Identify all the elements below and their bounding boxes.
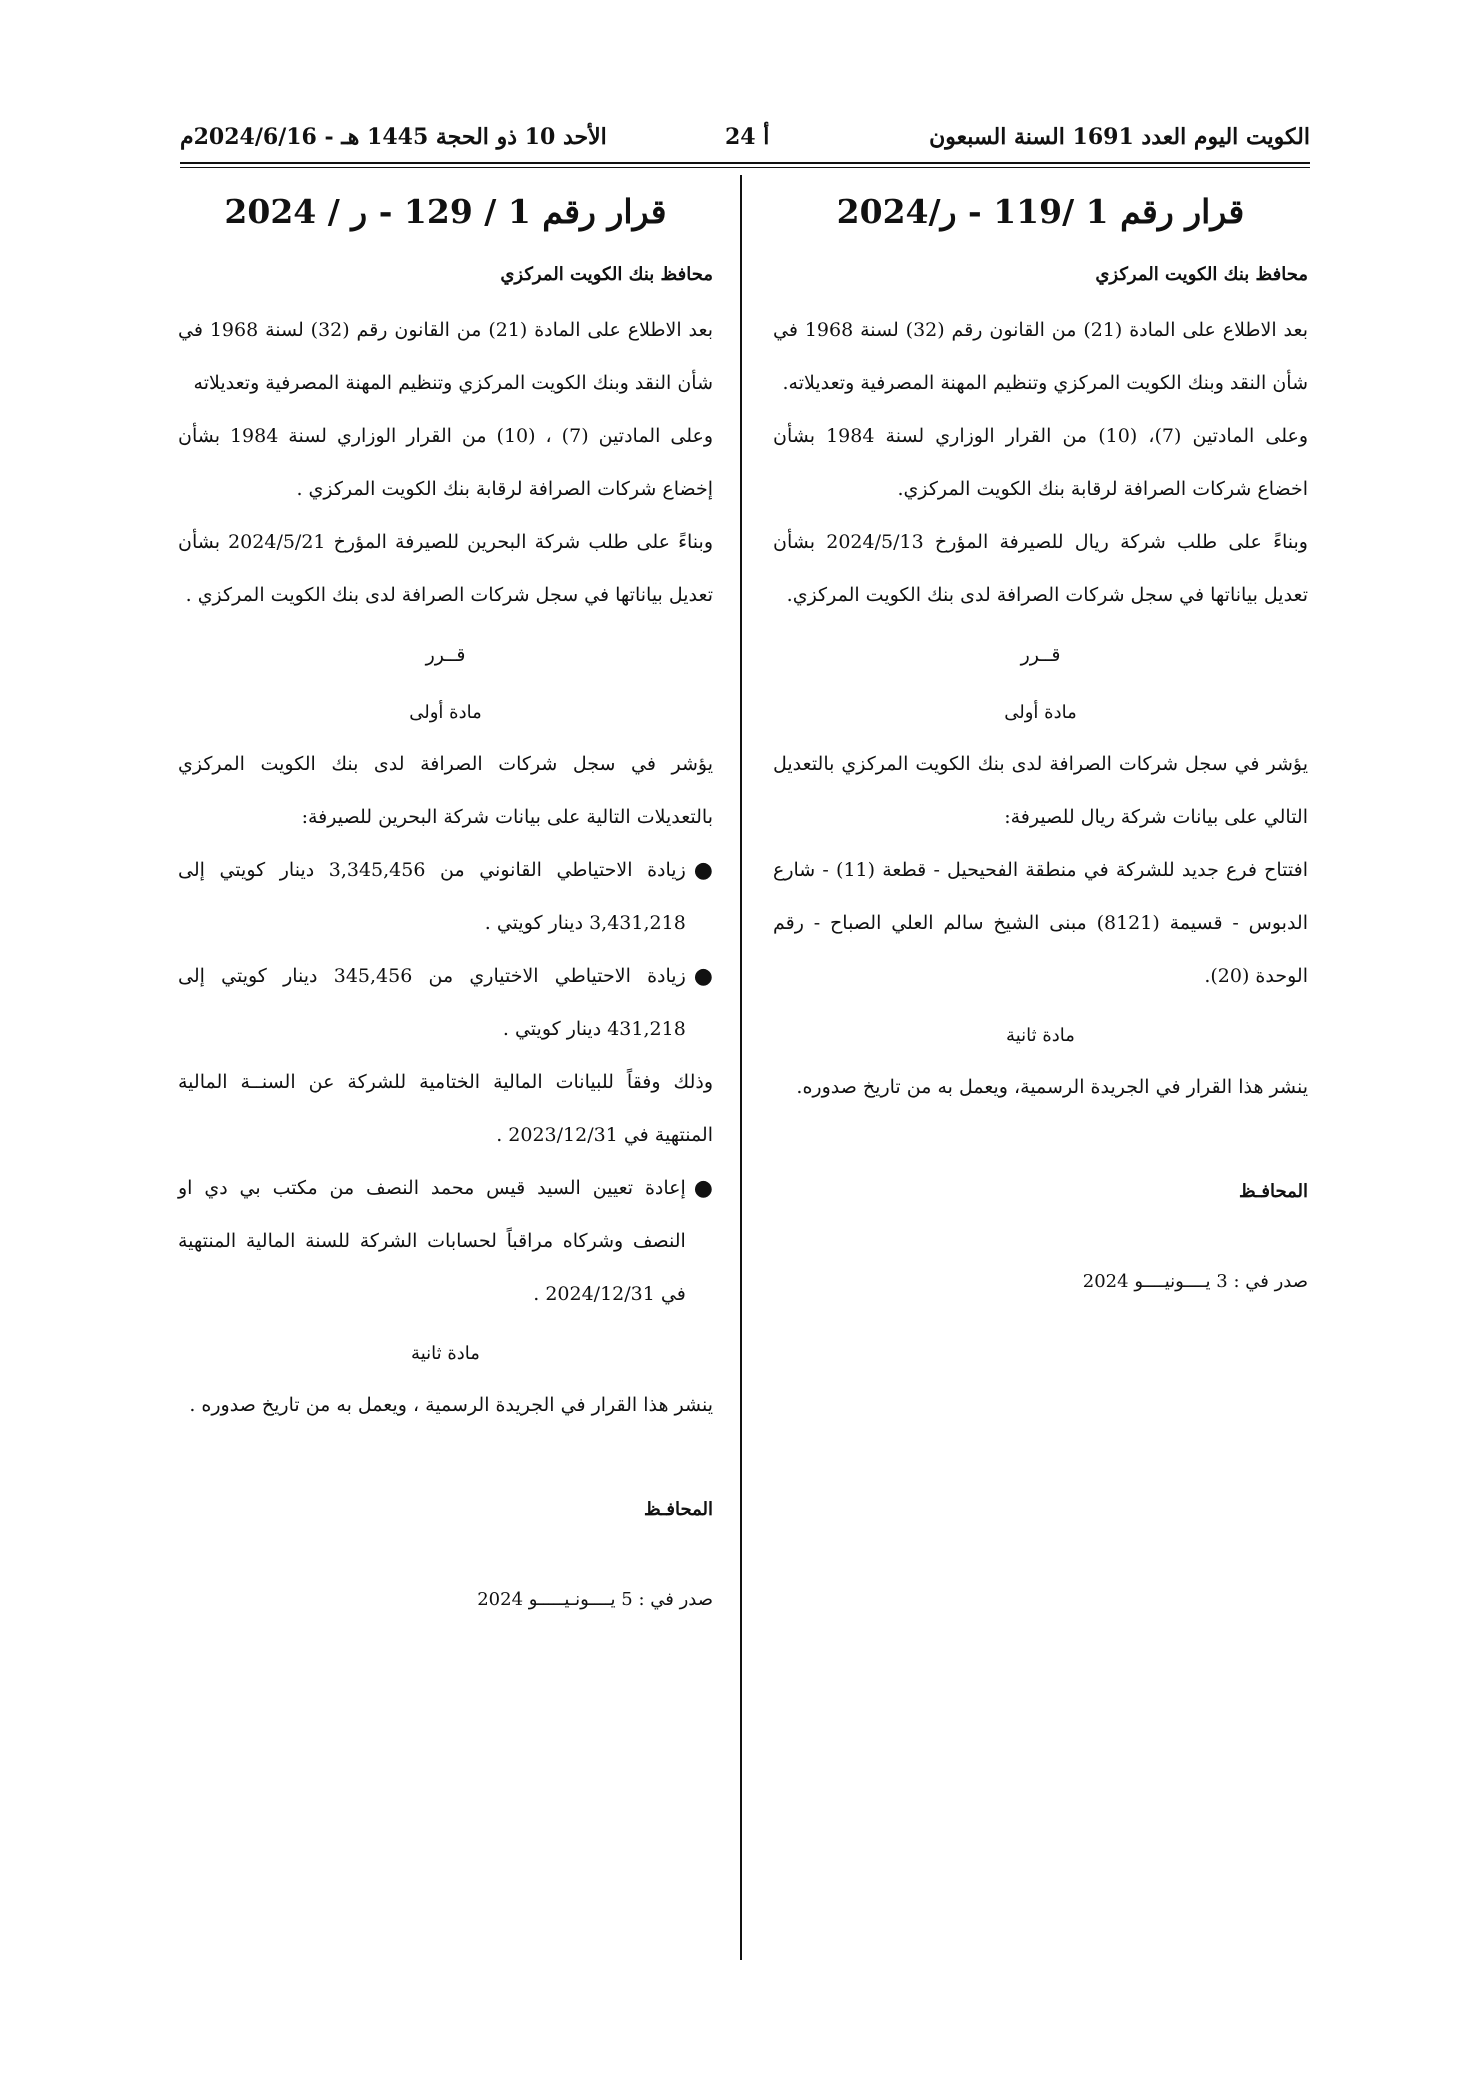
decree-authority: محافظ بنك الكويت المركزي [500, 264, 713, 285]
preamble-request: وبناءً على طلب شركة ريال للصيرفة المؤرخ 2024/5/13 بشأن تعديل بياناتها في سجل شركات الصرافة لدى بنك الكويت المركزي. [773, 531, 1308, 606]
preamble-ministerial: وعلى المادتين (7) ، (10) من القرار الوزاري لسنة 1984 بشأن إخضاع شركات الصرافة لرقابة بنك الكويت المركزي . [178, 425, 713, 500]
auditor-item: إعادة تعيين السيد قيس محمد النصف من مكتب بي دي او النصف وشركاه مراقباً لحسابات الشركة للسنة المالية المنتهية في 2024/12/31 . [178, 1177, 686, 1305]
preamble-law: بعد الاطلاع على المادة (21) من القانون رقم (32) لسنة 1968 في شأن النقد وبنك الكويت المركزي وتنظيم المهنة المصرفية وتعديلاته. [773, 319, 1308, 394]
bullet-icon: ● [693, 964, 713, 989]
decree-authority: محافظ بنك الكويت المركزي [1095, 264, 1308, 285]
article-2-heading: مادة ثانية [1006, 1025, 1075, 1046]
financial-statements-note: وذلك وفقاً للبيانات المالية الختامية للشركة عن السنــة المالية المنتهية في 2023/12/31 . [178, 1071, 713, 1146]
article-1-text: يؤشر في سجل شركات الصرافة لدى بنك الكويت المركزي بالتعديل التالي على بيانات شركة ريال للصيرفة: [773, 753, 1308, 828]
article-1-text: يؤشر في سجل شركات الصرافة لدى بنك الكويت المركزي بالتعديلات التالية على بيانات شركة البحرين للصيرفة: [178, 753, 713, 828]
issue-date: صدر في : 5 يــــونـيـــــو 2024 [477, 1589, 713, 1610]
signer: المحافـظ [644, 1499, 713, 1520]
column-divider [740, 175, 742, 1960]
list-item [178, 844, 713, 950]
article-1-heading: مادة أولى [409, 702, 482, 723]
issue-date: صدر في : 3 يــــونيــــو 2024 [1082, 1271, 1308, 1292]
article-1-item: افتتاح فرع جديد للشركة في منطقة الفحيحيل - قطعة (11) - شارع الدبوس - قسيمة (8121) مبنى الشيخ سالم العلي الصباح - رقم الوحدة (20). [773, 859, 1309, 987]
header-rule-thin [180, 167, 1310, 168]
preamble-law: بعد الاطلاع على المادة (21) من القانون رقم (32) لسنة 1968 في شأن النقد وبنك الكويت المركزي وتنظيم المهنة المصرفية وتعديلاته [178, 319, 713, 394]
optional-reserve-item: زيادة الاحتياطي الاختياري من 345,456 دينار كويتي إلى 431,218 دينار كويتي . [178, 965, 686, 1040]
article-2-text: ينشر هذا القرار في الجريدة الرسمية ، ويعمل به من تاريخ صدوره . [189, 1394, 713, 1416]
decree-119-column [773, 180, 1308, 1302]
preamble-ministerial: وعلى المادتين (7)، (10) من القرار الوزاري لسنة 1984 بشأن اخضاع شركات الصرافة لرقابة بنك الكويت المركزي. [773, 425, 1308, 500]
article-2-heading: مادة ثانية [411, 1343, 480, 1364]
list-item [178, 1162, 713, 1321]
decided-heading: قــرر [1020, 644, 1061, 666]
page-header [180, 118, 1310, 158]
decree-title: قرار رقم 1 / 129 - ر / 2024 [224, 192, 667, 231]
header-date: الأحد 10 ذو الحجة 1445 هـ - 2024/6/16م [180, 124, 607, 150]
header-issue-info: الكويت اليوم العدد 1691 السنة السبعون [929, 124, 1310, 150]
preamble-request: وبناءً على طلب شركة البحرين للصيرفة المؤرخ 2024/5/21 بشأن تعديل بياناتها في سجل شركات الصرافة لدى بنك الكويت المركزي . [178, 531, 713, 606]
header-rule-thick [180, 162, 1310, 164]
bullet-icon: ● [693, 858, 713, 883]
decree-129-column [178, 180, 713, 1620]
article-2-text: ينشر هذا القرار في الجريدة الرسمية، ويعمل به من تاريخ صدوره. [796, 1076, 1308, 1098]
list-item [178, 950, 713, 1056]
header-page-number: أ 24 [725, 124, 770, 150]
decree-title: قرار رقم 1 /119 - ر/2024 [836, 192, 1245, 231]
signer: المحافـظ [1239, 1181, 1308, 1202]
bullet-icon: ● [693, 1176, 713, 1201]
legal-reserve-item: زيادة الاحتياطي القانوني من 3,345,456 دينار كويتي إلى 3,431,218 دينار كويتي . [178, 859, 686, 934]
article-1-heading: مادة أولى [1004, 702, 1077, 723]
decided-heading: قــرر [425, 644, 466, 666]
